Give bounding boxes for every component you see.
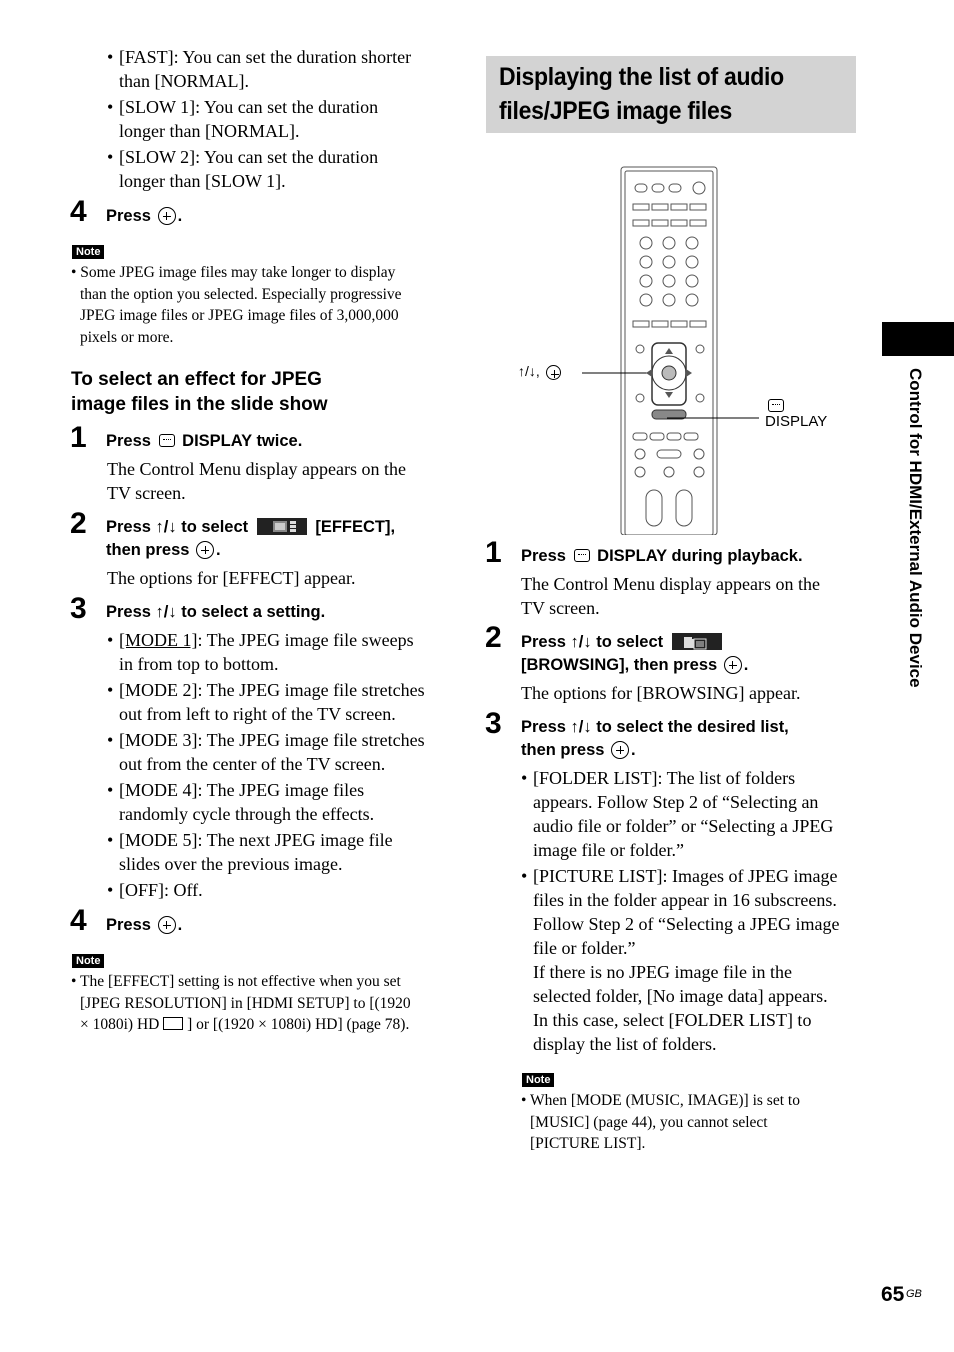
page-number: 65 bbox=[881, 1283, 905, 1306]
note-text-part: ] or [(1920 × 1080i) HD] (page 78). bbox=[187, 1016, 410, 1033]
chapter-tab-marker bbox=[882, 322, 954, 356]
note-line: [MUSIC] (page 44), you cannot select bbox=[530, 1113, 768, 1131]
note-text bbox=[71, 262, 441, 348]
bullet-line: slides over the previous image. bbox=[119, 854, 343, 874]
step-heading bbox=[521, 716, 861, 762]
note-badge: Note bbox=[522, 1073, 554, 1087]
remote-control-illustration bbox=[500, 160, 860, 535]
bullet-line: than [NORMAL]. bbox=[119, 71, 249, 91]
body-line: The Control Menu display appears on the bbox=[521, 574, 820, 594]
bullet-line: [SLOW 1]: You can set the duration bbox=[119, 97, 379, 117]
step-text: . bbox=[743, 656, 749, 674]
step-number: 1 bbox=[485, 536, 502, 569]
note-badge: Note bbox=[72, 245, 104, 259]
bullet-line: longer than [SLOW 1]. bbox=[119, 171, 286, 191]
enter-button-icon bbox=[611, 741, 629, 759]
note-line: • Some JPEG image files may take longer to display bbox=[71, 264, 396, 281]
bullet-line: In this case, select [FOLDER LIST] to bbox=[533, 1010, 812, 1030]
step-text: . bbox=[631, 741, 636, 759]
step-number: 1 bbox=[70, 421, 87, 454]
step-text: . bbox=[177, 916, 183, 934]
enter-button-icon bbox=[196, 541, 214, 559]
step-body: The options for [BROWSING] appear. bbox=[521, 683, 801, 703]
note-text-part: × 1080i) HD bbox=[80, 1016, 160, 1033]
step-text: DISPLAY twice. bbox=[182, 432, 303, 450]
mode-bullet: • [MODE 5]: The next JPEG image file slides over the previous image. bbox=[107, 830, 393, 874]
step-body bbox=[107, 457, 447, 505]
step-number: 2 bbox=[70, 507, 87, 540]
section-title bbox=[499, 60, 821, 128]
note-line: [PICTURE LIST]. bbox=[530, 1135, 646, 1152]
bullet-slow1: • [SLOW 1]: You can set the duration longer than [NORMAL]. bbox=[107, 97, 379, 141]
display-label: DISPLAY bbox=[765, 413, 828, 430]
note-line: [JPEG RESOLUTION] in [HDMI SETUP] to [(1920 bbox=[80, 994, 411, 1012]
enter-button-icon bbox=[158, 916, 176, 934]
bullet-line: files in the folder appear in 16 subscreens. bbox=[533, 890, 837, 910]
bullet-line: randomly cycle through the effects. bbox=[119, 804, 375, 824]
step-text: [BROWSING], then press bbox=[521, 656, 718, 674]
chapter-label-text: Control for HDMI/External Audio Device bbox=[906, 368, 925, 688]
chapter-side-label bbox=[904, 368, 926, 758]
title-line: files/JPEG image files bbox=[499, 97, 732, 125]
screen-icon bbox=[163, 1017, 183, 1030]
page-suffix: GB bbox=[906, 1288, 922, 1300]
step-heading: Press ↑/↓ to select a setting. bbox=[106, 603, 326, 621]
step-number: 2 bbox=[485, 621, 502, 654]
bullet-line: : The JPEG image file sweeps bbox=[197, 630, 414, 650]
step-text: Press bbox=[106, 207, 151, 225]
bullet-line: Follow Step 2 of “Selecting a JPEG image bbox=[533, 914, 840, 934]
mode-bullet: • [MODE 4]: The JPEG image files randomly cycle through the effects. bbox=[107, 780, 375, 824]
step-text: . bbox=[216, 541, 221, 559]
step-heading bbox=[521, 545, 803, 568]
subheading bbox=[71, 367, 441, 417]
list-bullet-folder: • [FOLDER LIST]: The list of folders appears. Follow Step 2 of “Selecting an audio file or folder” or “Selecting a JPEG image file or folder.” bbox=[521, 768, 834, 860]
mode-bullet: • [OFF]: Off. bbox=[107, 880, 203, 900]
bullet-line: [FAST]: You can set the duration shorter bbox=[119, 47, 412, 67]
bullet-line: [PICTURE LIST]: Images of JPEG image bbox=[533, 866, 838, 886]
step-heading bbox=[106, 205, 182, 228]
bullet-fast: • [FAST]: You can set the duration shorter than [NORMAL]. bbox=[107, 47, 412, 91]
bullet-line: out from left to right of the TV screen. bbox=[119, 704, 396, 724]
bullet-line: in from top to bottom. bbox=[119, 654, 279, 674]
step-text: Press bbox=[521, 547, 566, 565]
bullet-line: [SLOW 2]: You can set the duration bbox=[119, 147, 379, 167]
step-text: Press ↑/↓ to select bbox=[521, 633, 664, 651]
bullet-line: [MODE 3]: The JPEG image file stretches bbox=[119, 730, 425, 750]
step-text: [EFFECT], bbox=[315, 518, 396, 536]
display-button-icon bbox=[768, 399, 784, 412]
note-line: pixels or more. bbox=[80, 328, 174, 346]
note-text bbox=[71, 971, 451, 1036]
step-text: Press ↑/↓ to select the desired list, bbox=[521, 718, 789, 736]
note-line: • The [EFFECT] setting is not effective when you set bbox=[71, 973, 401, 990]
bullet-line: appears. Follow Step 2 of “Selecting an bbox=[533, 792, 819, 812]
note-text bbox=[521, 1090, 861, 1155]
enter-button-icon bbox=[724, 656, 742, 674]
title-line: Displaying the list of audio bbox=[499, 63, 784, 91]
bullet-line: If there is no JPEG image file in the bbox=[533, 962, 792, 982]
step-body bbox=[521, 572, 861, 620]
step-heading bbox=[106, 516, 446, 562]
bullet-line: file or folder.” bbox=[533, 938, 636, 958]
bullet-line: audio file or folder” or “Selecting a JPEG bbox=[533, 816, 834, 836]
enter-button-icon bbox=[158, 207, 176, 225]
bullet-line: out from the center of the TV screen. bbox=[119, 754, 386, 774]
mode-bullet: • [MODE 3]: The JPEG image file stretches out from the center of the TV screen. bbox=[107, 730, 425, 774]
step-text: then press bbox=[521, 741, 605, 759]
bullet-line: [MODE 2]: The JPEG image file stretches bbox=[119, 680, 425, 700]
step-text: . bbox=[177, 207, 183, 225]
body-line: TV screen. bbox=[107, 483, 186, 503]
mode-bullet: • [MODE 1]: The JPEG image file sweeps in from top to bottom. bbox=[107, 630, 414, 674]
step-text: then press bbox=[106, 541, 190, 559]
note-line bbox=[71, 1014, 451, 1036]
note-line: • When [MODE (MUSIC, IMAGE)] is set to bbox=[521, 1092, 800, 1109]
bullet-line: [MODE 4]: The JPEG image files bbox=[119, 780, 365, 800]
mode-bullet: • [MODE 2]: The JPEG image file stretches out from left to right of the TV screen. bbox=[107, 680, 425, 724]
bullet-line: [MODE 5]: The next JPEG image file bbox=[119, 830, 393, 850]
display-button-icon bbox=[574, 549, 590, 562]
step-text: Press bbox=[106, 432, 151, 450]
bullet-line: [OFF]: Off. bbox=[119, 880, 203, 900]
step-text: Press bbox=[106, 916, 151, 934]
list-bullet-picture: • [PICTURE LIST]: Images of JPEG image files in the folder appear in 16 subscreens. Follow Step 2 of “Selecting a JPEG image file or folder.” If there is no JPEG image file in the selected folder, [No image data] appears. In this case, select [FOLDER LIST] to display the list of folders. bbox=[521, 866, 840, 1054]
bullet-line: image file or folder.” bbox=[533, 840, 684, 860]
bullet-line: [FOLDER LIST]: The list of folders bbox=[533, 768, 796, 788]
note-line: than the option you selected. Especially progressive bbox=[80, 285, 402, 303]
step-text: DISPLAY during playback. bbox=[597, 547, 803, 565]
body-line: TV screen. bbox=[521, 598, 600, 618]
body-line: The Control Menu display appears on the bbox=[107, 459, 406, 479]
bullet-line: display the list of folders. bbox=[533, 1034, 717, 1054]
display-button-icon bbox=[159, 434, 175, 447]
enter-button-icon bbox=[546, 365, 561, 380]
step-heading bbox=[106, 914, 182, 937]
step-body: The options for [EFFECT] appear. bbox=[107, 568, 356, 588]
bullet-line: longer than [NORMAL]. bbox=[119, 121, 300, 141]
effect-menu-icon bbox=[257, 518, 307, 535]
note-line: JPEG image files or JPEG image files of 3,000,000 bbox=[80, 307, 399, 324]
mode-label: [MODE 1] bbox=[119, 630, 198, 650]
note-badge: Note bbox=[72, 954, 104, 968]
step-number: 3 bbox=[485, 707, 502, 740]
browsing-menu-icon bbox=[672, 633, 722, 650]
step-number: 3 bbox=[70, 592, 87, 625]
step-text: Press ↑/↓ to select bbox=[106, 518, 249, 536]
diagram-label bbox=[518, 363, 563, 380]
remote-control-diagram bbox=[500, 160, 860, 535]
step-heading bbox=[521, 631, 861, 677]
step-number: 4 bbox=[70, 195, 87, 228]
bullet-line: selected folder, [No image data] appears. bbox=[533, 986, 828, 1006]
step-heading bbox=[106, 430, 302, 453]
bullet-slow2: • [SLOW 2]: You can set the duration longer than [SLOW 1]. bbox=[107, 147, 379, 191]
subheading-line: image files in the slide show bbox=[71, 394, 328, 415]
step-number: 4 bbox=[70, 904, 87, 937]
arrows-label: ↑/↓, bbox=[518, 363, 540, 379]
subheading-line: To select an effect for JPEG bbox=[71, 369, 322, 390]
